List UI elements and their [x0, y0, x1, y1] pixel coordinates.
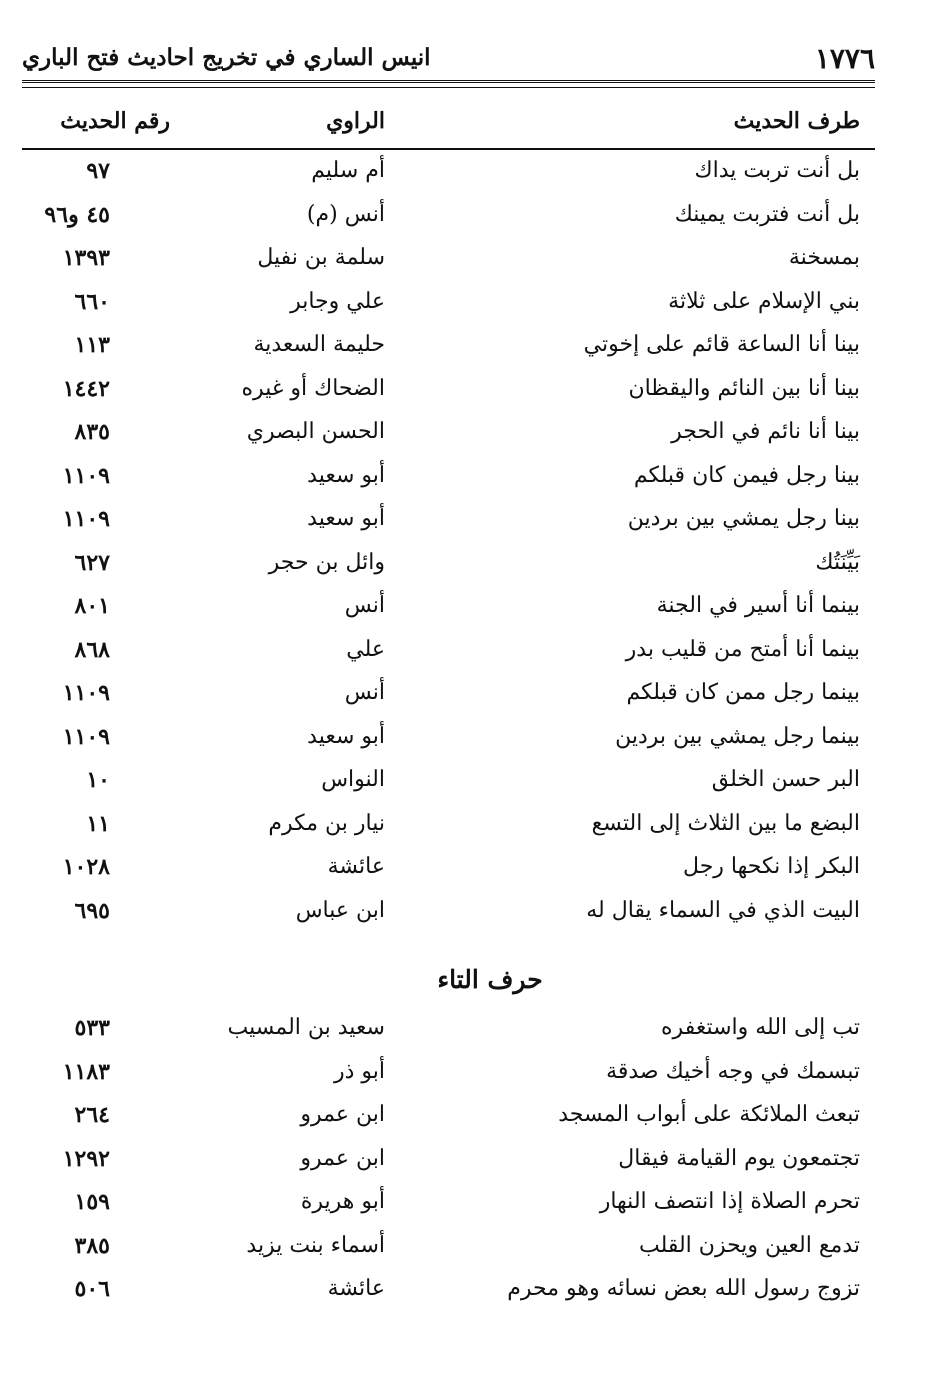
index-row [0, 637, 945, 681]
narrator: علي [346, 636, 385, 662]
index-row [0, 854, 945, 898]
index-row [0, 419, 945, 463]
hadith-fragment: بينما رجل يمشي بين بردين [615, 723, 860, 749]
narrator: حليمة السعدية [253, 332, 385, 357]
hadith-fragment: تجتمعون يوم القيامة فيقال [618, 1145, 860, 1171]
index-row [0, 811, 945, 855]
narrator: أسماء بنت يزيد [246, 1232, 385, 1258]
index-list-ta [0, 1015, 945, 1320]
index-list-ba [0, 158, 945, 941]
narrator: عائشة [327, 854, 385, 879]
narrator: الضحاك أو غيره [241, 375, 385, 401]
hadith-fragment: بل أنت تربت يداك [694, 158, 860, 183]
hadith-fragment: بينما أنا أمتح من قليب بدر [625, 636, 860, 662]
index-row [0, 332, 945, 376]
hadith-number: ١١٠٩ [62, 506, 110, 532]
narrator: أنس [344, 680, 385, 705]
narrator: سعيد بن المسيب [227, 1015, 385, 1040]
column-header-row [0, 108, 945, 142]
hadith-fragment: البر حسن الخلق [711, 767, 860, 792]
hadith-fragment: بينا رجل يمشي بين بردين [627, 506, 860, 531]
hadith-number: ١١ [86, 810, 110, 837]
column-header-narrator: الراوي [326, 108, 385, 134]
hadith-fragment: تبسمك في وجه أخيك صدقة [606, 1058, 860, 1084]
narrator: أنس (م) [306, 201, 385, 227]
index-row [0, 376, 945, 420]
hadith-number: ١١٠٩ [62, 723, 110, 750]
index-row [0, 550, 945, 594]
narrator: عائشة [327, 1276, 385, 1301]
hadith-number: ٥٣٣ [74, 1015, 110, 1041]
narrator: سلمة بن نفيل [257, 245, 385, 270]
narrator: أبو هريرة [300, 1189, 385, 1214]
page-number: ١٧٧٦ [814, 42, 875, 75]
hadith-number: ٦٢٧ [74, 549, 110, 576]
index-row [0, 1015, 945, 1059]
hadith-number: ٨٠١ [74, 593, 110, 619]
hadith-number: ١١٠٩ [62, 462, 110, 489]
hadith-number: ٣٨٥ [74, 1232, 110, 1259]
hadith-number: ٢٦٤ [74, 1102, 110, 1128]
hadith-number: ١٤٤٢ [62, 375, 110, 402]
narrator: نيار بن مكرم [268, 810, 385, 836]
hadith-number: ٨٦٨ [74, 636, 110, 663]
index-row [0, 463, 945, 507]
index-row [0, 506, 945, 550]
index-row [0, 767, 945, 811]
index-row [0, 1059, 945, 1103]
hadith-number: ٥٠٦ [74, 1276, 110, 1302]
index-row [0, 202, 945, 246]
index-row [0, 158, 945, 202]
narrator: أبو ذر [333, 1058, 385, 1084]
hadith-fragment: بَيِّنَتُك [815, 549, 860, 575]
narrator: أبو سعيد [307, 462, 385, 488]
narrator: أبو سعيد [307, 506, 385, 531]
narrator: ابن عمرو [300, 1102, 385, 1127]
hadith-number: ١٣٩٣ [62, 245, 110, 271]
hadith-fragment: تدمع العين ويحزن القلب [638, 1232, 860, 1258]
hadith-fragment: بينا أنا نائم في الحجر [671, 419, 860, 444]
hadith-fragment: البكر إذا نكحها رجل [683, 854, 860, 879]
index-row [0, 1233, 945, 1277]
index-row [0, 289, 945, 333]
section-heading: حرف التاء [437, 965, 543, 994]
hadith-fragment: بينا أنا الساعة قائم على إخوتي [583, 332, 860, 357]
narrator: النواس [321, 767, 385, 792]
index-row [0, 1276, 945, 1320]
narrator: علي وجابر [290, 288, 385, 314]
hadith-fragment: البضع ما بين الثلاث إلى التسع [591, 810, 860, 836]
hadith-fragment: بينا أنا بين النائم واليقظان [628, 375, 860, 401]
hadith-number: ٦٩٥ [74, 897, 110, 924]
hadith-fragment: تبعث الملائكة على أبواب المسجد [558, 1102, 860, 1127]
narrator: وائل بن حجر [268, 549, 385, 575]
hadith-fragment: تزوج رسول الله بعض نسائه وهو محرم [507, 1276, 860, 1301]
index-row [0, 1102, 945, 1146]
column-header-hadith-fragment: طرف الحديث [733, 108, 860, 134]
hadith-fragment: بينا رجل فيمن كان قبلكم [633, 462, 860, 488]
index-row [0, 1189, 945, 1233]
column-header-divider [22, 148, 875, 150]
index-row [0, 593, 945, 637]
index-row [0, 1146, 945, 1190]
hadith-number: ١٠٢٨ [62, 854, 110, 880]
index-row [0, 245, 945, 289]
column-header-hadith-number: رقم الحديث [60, 108, 170, 134]
header-divider [22, 80, 875, 88]
narrator: أنس [344, 593, 385, 618]
running-head [22, 42, 875, 78]
narrator: أم سليم [311, 158, 385, 183]
index-row [0, 680, 945, 724]
hadith-fragment: البيت الذي في السماء يقال له [586, 897, 860, 923]
narrator: ابن عمرو [300, 1145, 385, 1171]
hadith-fragment: تب إلى الله واستغفره [661, 1015, 860, 1040]
hadith-number: ١٥٩ [74, 1189, 110, 1215]
book-title: انيس الساري في تخريج احاديث فتح الباري [22, 44, 431, 71]
hadith-fragment: بمسخنة [788, 245, 860, 270]
hadith-number: ١١٨٣ [62, 1058, 110, 1085]
hadith-number: ٦٦٠ [74, 288, 110, 315]
narrator: ابن عباس [295, 897, 385, 923]
hadith-fragment: تحرم الصلاة إذا انتصف النهار [599, 1189, 860, 1214]
hadith-number: ٩٧ [86, 158, 110, 184]
narrator: الحسن البصري [246, 419, 385, 444]
hadith-number: ١٠ [86, 767, 110, 793]
hadith-fragment: بني الإسلام على ثلاثة [668, 288, 860, 314]
index-row [0, 724, 945, 768]
hadith-number: ١١٠٩ [62, 680, 110, 706]
hadith-number: ١٢٩٢ [62, 1145, 110, 1172]
hadith-fragment: بينما رجل ممن كان قبلكم [626, 680, 860, 705]
hadith-number: ٤٥ و٩٦ [44, 201, 110, 228]
hadith-fragment: بل أنت فتربت يمينك [674, 201, 860, 227]
hadith-number: ١١٣ [74, 332, 110, 358]
narrator: أبو سعيد [307, 723, 385, 749]
hadith-fragment: بينما أنا أسير في الجنة [656, 593, 860, 618]
hadith-number: ٨٣٥ [74, 419, 110, 445]
index-row [0, 898, 945, 942]
